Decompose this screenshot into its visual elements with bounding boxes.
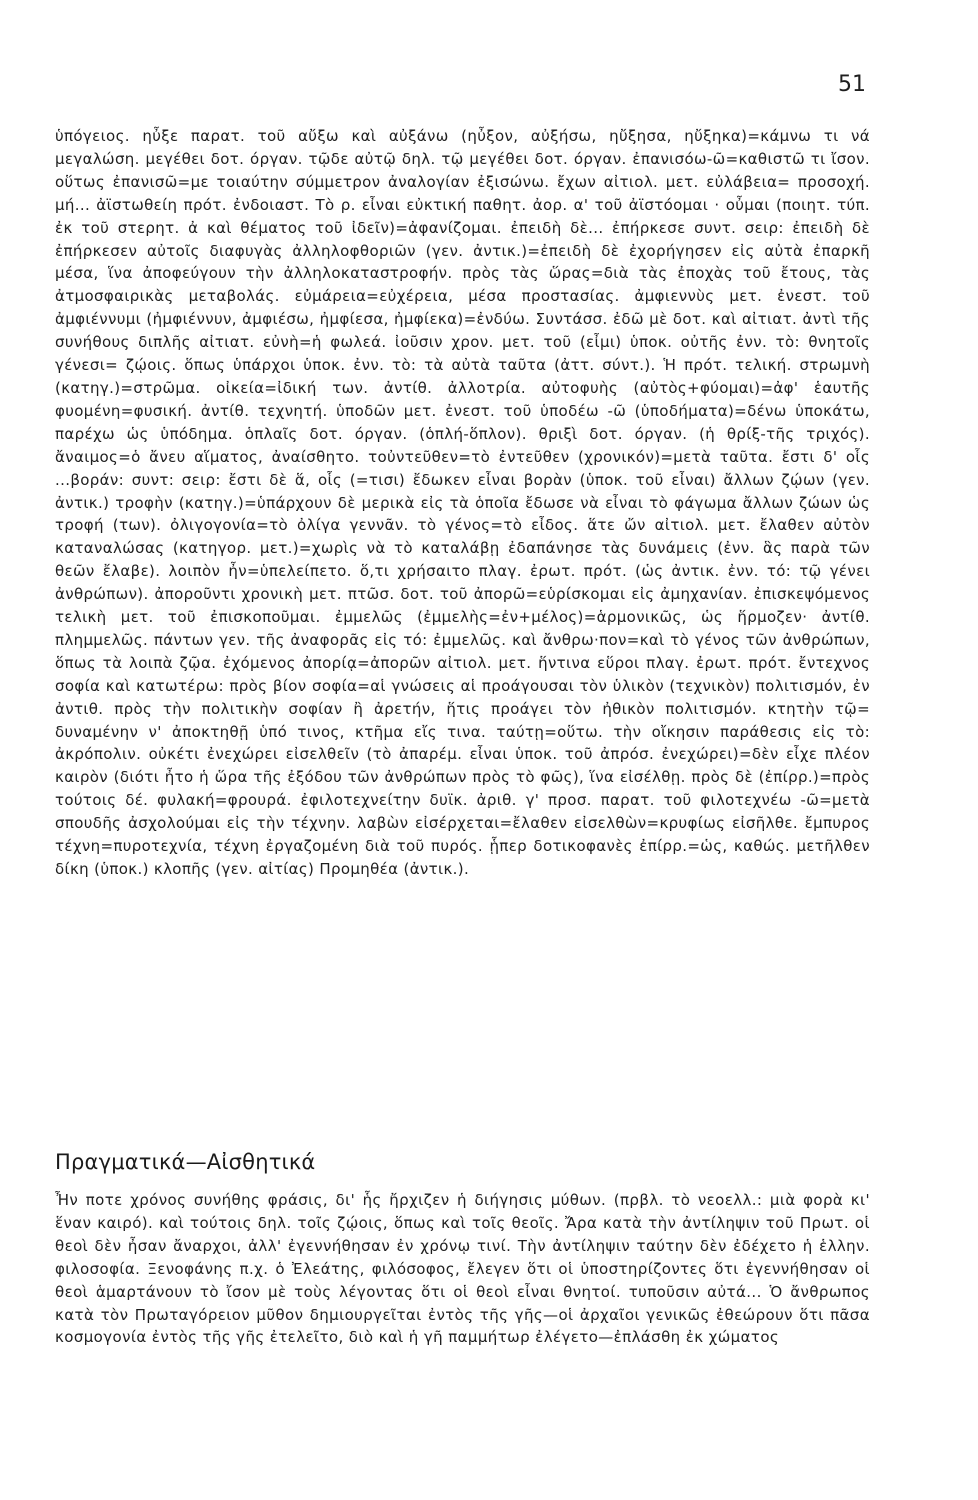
page-number: 51: [838, 72, 866, 97]
commentary-text-block: [55, 125, 870, 881]
section-heading: Πραγματικά—Αἰσθητικά: [55, 1150, 316, 1174]
section-body: [55, 1189, 870, 1349]
section-paragraph: Ἦν ποτε χρόνος συνήθης φράσις, δι' ἧς ἤρχιζεν ἡ διήγησις μύθων. (πρβλ. τὸ νεοελλ.: μιὰ φορὰ κι' ἕναν καιρό). καὶ τούτοις δηλ. τοῖς ζῴοις, ὅπως καὶ τοῖς θεοῖς. Ἄρα κατὰ τὴν ἀντίληψιν τοῦ Πρωτ. οἱ θεοὶ δὲν ἦσαν ἄναρχοι, ἀλλ' ἐγεννήθησαν ἐν χρόνῳ τινί. Τὴν ἀντίληψιν ταύτην δὲν ἐδέχετο ἡ ἑλλην. φιλοσοφία. Ξενοφάνης π.χ. ὁ Ἐλεάτης, φιλόσοφος, ἔλεγεν ὅτι οἱ ὑποστηρίζοντες ὅτι ἐγεννήθησαν οἱ θεοὶ ἁμαρτάνουν τὸ ἴσον μὲ τοὺς λέγοντας ὅτι οἱ θεοὶ εἶναι θνητοί. τυποῦσιν αὐτά... Ὁ ἄνθρωπος κατὰ τὸν Πρωταγόρειον μῦθον δημιουργεῖται ἐντὸς τῆς γῆς—οἱ ἀρχαῖοι γενικῶς ἐθεώρουν ὅτι πᾶσα κοσμογονία ἐντὸς τῆς γῆς ἐτελεῖτο, διὸ καὶ ἡ γῆ παμμήτωρ ἐλέγετο—ἐπλάσθη ἐκ χώματος: [55, 1191, 870, 1347]
commentary-paragraph: ὑπόγειος. ηὖξε παρατ. τοῦ αὔξω καὶ αὐξάνω (ηὖξον, αὐξήσω, ηὔξησα, ηὔξηκα)=κάμνω τι νά μεγαλώση. μεγέθει δοτ. όργαν. τῷδε αὐτῷ δηλ. τῷ μεγέθει δοτ. όργαν. ἐπανισόω-ῶ=καθιστῶ τι ἴσον. οὕτως ἐπανισῶ=με τοιαύτην σύμμετρον ἀναλογίαν ἐξισώνω. ἔχων αἰτιολ. μετ. εὐλάβεια= προσοχή. μή... ἀϊστωθείη πρότ. ἐνδοιαστ. Τὸ ρ. εἶναι εὐκτική παθητ. ἀορ. α' τοῦ ἀϊστόομαι · οὖμαι (ποιητ. τύπ. ἐκ τοῦ στερητ. ἀ καὶ θέματος τοῦ ἰδεῖν)=ἀφανίζομαι. ἐπειδὴ δὲ... ἐπήρκεσε συντ. σειρ: ἐπειδὴ δὲ ἐπήρκεσεν αὐτοῖς διαφυγὰς ἀλληλοφθοριῶν (γεν. ἀντικ.)=ἐπειδὴ δὲ ἐχορήγησεν εἰς αὐτὰ ἐπαρκῆ μέσα, ἵνα ἀποφεύγουν τὴν ἀλληλοκαταστροφήν. πρὸς τὰς ὥρας=διὰ τὰς ἐποχὰς τοῦ ἔτους, τὰς ἀτμοσφαιρικὰς μεταβολάς. εὐμάρεια=εὐχέρεια, μέσα προστασίας. ἀμφιεννὺς μετ. ἐνεστ. τοῦ ἀμφιέννυμι (ἠμφιέννυν, ἀμφιέσω, ἠμφίεσα, ἠμφίεκα)=ἐνδύω. Συντάσσ. ἐδῶ μὲ δοτ. καὶ αἰτιατ. ἀντὶ τῆς συνήθους διπλῆς αἰτιατ. εὐνὴ=ἡ φωλεά. ἰοῦσιν χρον. μετ. τοῦ (εἶμι) ὑποκ. οὐτῆς ἐνν. τὸ: θνητοῖς γένεσι= ζῴοις. ὅπως ὑπάρχοι ὑποκ. ἐνν. τὸ: τὰ αὐτὰ ταῦτα (ἀττ. σύντ.). Ἡ πρότ. τελική. στρωμνὴ (κατηγ.)=στρῶμα. οἰκεία=ἰδική των. ἀντίθ. ἀλλοτρία. αὐτοφυὴς (αὐτὸς+φύομαι)=ἀφ' ἑαυτῆς φυομένη=φυσική. ἀντίθ. τεχνητή. ὑποδῶν μετ. ἐνεστ. τοῦ ὑποδέω -ῶ (ὑποδήματα)=δένω ὑποκάτω, παρέχω ὡς ὑπόδημα. ὁπλαῖς δοτ. όργαν. (ὁπλή-ὅπλον). θριξὶ δοτ. όργαν. (ἡ θρίξ-τῆς τριχός). ἄναιμος=ὁ ἄνευ αἵματος, ἀναίσθητο. τοὐντεῦθεν=τὸ ἐντεῦθεν (χρονικόν)=μετὰ ταῦτα. ἔστι δ' οἷς ...βοράν: συντ: σειρ: ἔστι δὲ ἅ, οἷς (=τισι) ἔδωκεν εἶναι βορὰν (ὑποκ. τοῦ εἶναι) ἄλλων ζῴων (γεν. ἀντικ.) τροφὴν (κατηγ.)=ὑπάρχουν δὲ μερικὰ εἰς τὰ ὁποῖα ἔδωσε νὰ εἶναι τὸ φάγωμα ἄλλων ζώων ὡς τροφή (των). ὀλιγογονία=τὸ ὀλίγα γεννᾶν. τὸ γένος=τὸ εἶδος. ἅτε ὤν αἰτιολ. μετ. ἔλαθεν αὐτὸν καταναλώσας (κατηγορ. μετ.)=χωρὶς νὰ τὸ καταλάβῃ ἐδαπάνησε τὰς δυνάμεις (ἐνν. ἃς παρὰ τῶν θεῶν ἔλαβε). λοιπὸν ἦν=ὑπελείπετο. ὅ,τι χρήσαιτο πλαγ. ἐρωτ. πρότ. (ὡς ἀντικ. ἐνν. τό: τῷ γένει ἀνθρώπων). ἀποροῦντι χρονικὴ μετ. πτῶσ. δοτ. τοῦ ἀπορῶ=εὑρίσκομαι εἰς ἀμηχανίαν. ἐπισκεψόμενος τελικὴ μετ. τοῦ ἐπισκοποῦμαι. ἐμμελῶς (ἐμμελὴς=ἐν+μέλος)=ἁρμονικῶς, ὡς ἥρμοζεν· ἀντίθ. πλημμελῶς. πάντων γεν. τῆς ἀναφορᾶς εἰς τό: ἐμμελῶς. καὶ ἄνθρω·πον=καὶ τὸ γένος τῶν ἀνθρώπων, ὅπως τὰ λοιπὰ ζῷα. ἐχόμενος ἀπορίᾳ=ἀπορῶν αἰτιολ. μετ. ἥντινα εὕροι πλαγ. ἐρωτ. πρότ. ἔντεχνος σοφία καὶ κατωτέρω: πρὸς βίον σοφία=αἱ γνώσεις αἱ προάγουσαι τὸν ὑλικὸν (τεχνικὸν) πολιτισμόν, ἐν ἀντιθ. πρὸς τὴν πολιτικὴν σοφίαν ἢ ἀρετήν, ἥτις προάγει τὸν ἠθικὸν πολιτισμόν. κτητὴν τῷ= δυναμένην ν' ἀποκτηθῇ ὑπό τινος, κτῆμα εἴς τινα. ταύτῃ=οὕτω. τὴν οἴκησιν παράθεσις εἰς τὸ: ἀκρόπολιν. οὐκέτι ἐνεχώρει εἰσελθεῖν (τὸ ἀπαρέμ. εἶναι ὑποκ. τοῦ ἀπρόσ. ἐνεχώρει)=δὲν εἶχε πλέον καιρὸν (διότι ἦτο ἡ ὥρα τῆς ἐξόδου τῶν ἀνθρώπων πρὸς τὸ φῶς), ἵνα εἰσέλθῃ. πρὸς δὲ (ἐπίρρ.)=πρὸς τούτοις δέ. φυλακή=φρουρά. ἐφιλοτεχνείτην δυϊκ. ἀριθ. γ' προσ. παρατ. τοῦ φιλοτεχνέω -ῶ=μετὰ σπουδῆς ἀσχολούμαι εἰς τὴν τέχνην. λαβὼν εἰσέρχεται=ἔλαθεν εἰσελθὼν=κρυφίως εἰσῆλθε. ἔμπυρος τέχνη=πυροτεχνία, τέχνη ἐργαζομένη διὰ τοῦ πυρός. ᾗπερ δοτικοφανὲς ἐπίρρ.=ὡς, καθώς. μετῆλθεν δίκη (ὑποκ.) κλοπῆς (γεν. αἰτίας) Προμηθέα (ἀντικ.).: [55, 127, 870, 878]
